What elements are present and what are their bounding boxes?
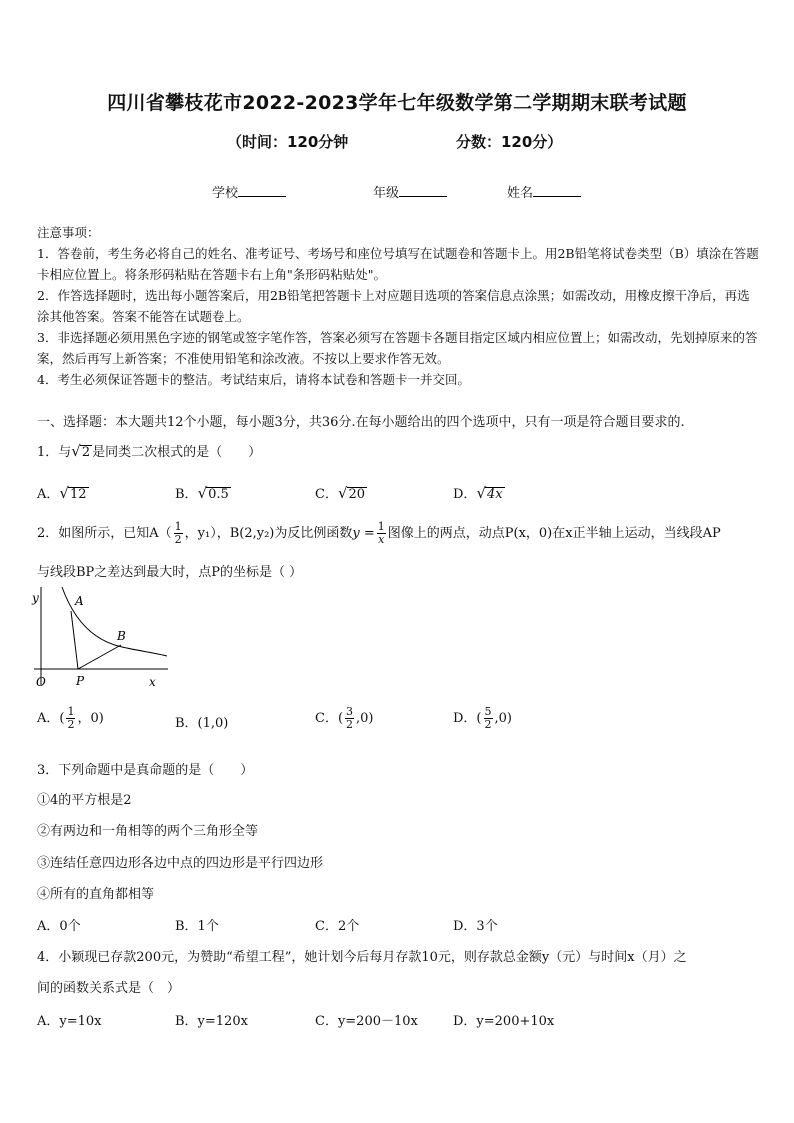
segment-ap: [71, 611, 78, 669]
question-4-line2: 间的函数关系式是（ ）: [37, 981, 181, 996]
q2-option-b: B．(1,0): [175, 716, 229, 731]
name-blank: [533, 184, 581, 197]
q2-option-c: C．( $\frac{3}{2}$ ,0): [315, 705, 374, 731]
q1-option-b: B．√0.5: [175, 484, 229, 502]
q3-item-2: ②有两边和一角相等的两个三角形全等: [37, 824, 259, 839]
q2-frac-func: $\frac{1}{x}$: [377, 520, 385, 546]
question-3-stem: 3．下列命题中是真命题的是（ ）: [37, 763, 254, 778]
grade-label: 年级: [373, 186, 400, 201]
q1-radicand: 2: [81, 445, 91, 460]
q1-option-d: D．√4x: [453, 484, 503, 502]
notice-item-3: 3．非选择题必须用黑色字迹的钢笔或签字笔作答，答案必须写在答题卡各题目指定区域内相应位置上；如需改动，先划掉原来的答案，然后再写上新答案；不准使用铅笔和涂改液。不按以上要求作答无效。: [37, 330, 758, 366]
q2-figure: [30, 585, 175, 690]
page-title: 四川省攀枝花市2022-2023学年七年级数学第二学期期末联考试题: [107, 92, 687, 114]
school-blank: [238, 184, 286, 197]
section-heading: 一、选择题：本大题共12个小题，每小题3分，共36分.在每小题给出的四个选项中，只有一项是符合题目要求的.: [37, 415, 685, 430]
label-p: P: [76, 674, 85, 688]
question-4-stem: 4．小颖现已存款200元，为赞助“希望工程”，她计划今后每月存款10元，则存款总金额y（元）与时间x（月）之: [37, 950, 687, 965]
name-field: [507, 182, 581, 201]
q1-post: 是同类二次根式的是（ ）: [92, 445, 262, 460]
q1-option-a: A．√12: [37, 484, 87, 502]
q2-frac-half: $\frac{1}{2}$: [174, 520, 182, 546]
q4-option-a: A．y=10x: [37, 1014, 102, 1029]
q3-item-3: ③连结任意四边形各边中点的四边形是平行四边形: [37, 856, 324, 871]
notice-item-2: 2．作答选择题时，选出每小题答案后，用2B铅笔把答题卡上对应题目选项的答案信息点涂黑；如需改动，用橡皮擦干净后，再选涂其他答案。答案不能答在试题卷上。: [37, 288, 750, 324]
question-1-stem: [37, 441, 261, 460]
label-o: O: [36, 675, 46, 689]
label-a: A: [75, 594, 84, 608]
grade-field: [373, 182, 447, 201]
q1-option-c: C．√20: [315, 484, 366, 502]
q3-option-c: C．2个: [315, 919, 360, 934]
notice-heading: 注意事项：: [37, 225, 100, 240]
label-y: y: [32, 591, 39, 605]
q3-item-1: ①4的平方根是2: [37, 793, 132, 808]
q2-option-a: A．( $\frac{1}{2}$ ，0): [37, 705, 104, 731]
question-2-stem: 2．如图所示，已知A（ $\frac{1}{2}$ ，y₁），B(2,y₂)为反比例函数y = $\frac{1}{x}$ 图像上的两点，动点P(x，0)在x正半轴上运动，当线段AP: [37, 520, 721, 546]
sqrt-icon: √: [71, 442, 81, 460]
notice-item-4: 4．考生必须保证答题卡的整洁。考试结束后，请将本试卷和答题卡一并交回。: [37, 372, 470, 387]
exam-time: （时间：120分钟: [227, 133, 349, 151]
exam-score: 分数：120分）: [456, 133, 563, 151]
q2-option-d: D．( $\frac{5}{2}$ ,0): [453, 705, 512, 731]
q3-option-b: B．1个: [175, 919, 219, 934]
grade-blank: [399, 184, 447, 197]
label-x: x: [149, 675, 156, 689]
q3-option-d: D．3个: [453, 919, 498, 934]
notice-item-1: 1．答卷前，考生务必将自己的姓名、准考证号、考场号和座位号填写在试题卷和答题卡上。用2B铅笔将试卷类型（B）填涂在答题卡相应位置上。将条形码粘贴在答题卡右上角"条形码粘贴处"。: [37, 246, 759, 282]
q3-item-4: ④所有的直角都相等: [37, 887, 155, 902]
q1-pre: 1．与: [37, 445, 72, 460]
question-2-line2: 与线段BP之差达到最大时，点P的坐标是（ ）: [37, 565, 303, 580]
sqrt-icon: √: [337, 484, 348, 502]
label-b: B: [117, 629, 126, 643]
sqrt-icon: √: [476, 484, 486, 502]
q4-option-c: C．y=200－10x: [315, 1014, 418, 1029]
name-label: 姓名: [507, 186, 534, 201]
school-field: [212, 182, 286, 201]
segment-bp: [78, 645, 121, 669]
sqrt-icon: √: [197, 484, 208, 502]
q4-option-b: B．y=120x: [175, 1014, 248, 1029]
sqrt-icon: √: [59, 484, 69, 502]
school-label: 学校: [212, 186, 239, 201]
q3-option-a: A．0个: [37, 919, 81, 934]
q4-option-d: D．y=200+10x: [453, 1014, 555, 1029]
